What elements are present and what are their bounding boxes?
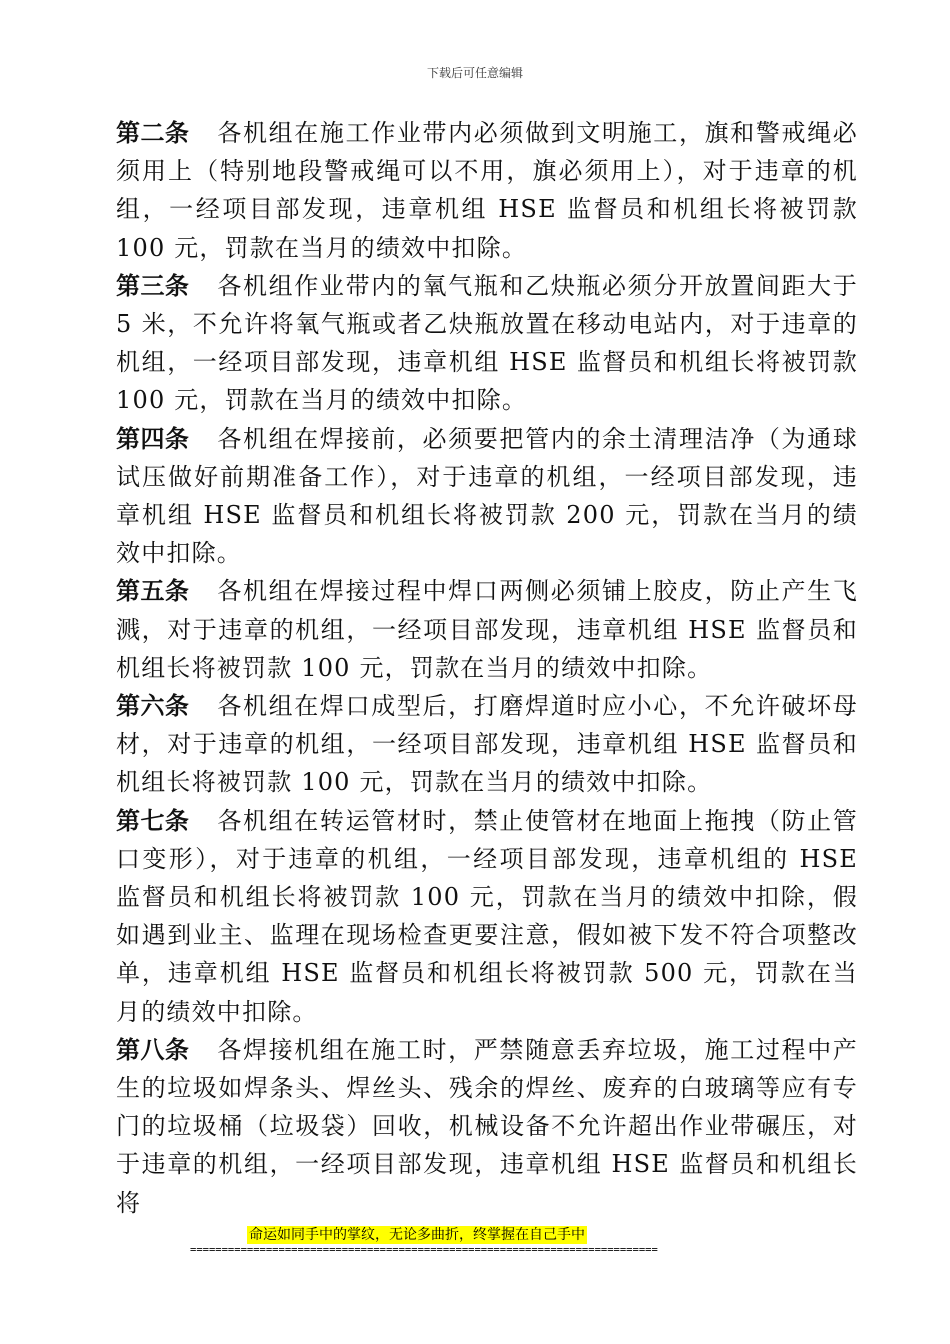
article-6 [116, 687, 858, 802]
article-4 [116, 420, 858, 573]
article-text: 各机组在焊接前，必须要把管内的余土清理洁净（为通球试压做好前期准备工作），对于违章的机组，一经项目部发现，违章机组 HSE 监督员和机组长将被罚款 200 元，罚款在当月的绩效中扣除。 [116, 424, 859, 568]
article-3 [116, 267, 858, 420]
document-body [116, 114, 858, 1222]
article-2 [116, 114, 858, 267]
article-number: 第五条 [116, 577, 190, 606]
article-number: 第六条 [116, 692, 190, 721]
footer-divider: ========================================================================== [190, 1244, 658, 1256]
article-text: 各机组在转运管材时，禁止使管材在地面上拖拽（防止管口变形），对于违章的机组，一经项目部发现，违章机组的 HSE 监督员和机组长将被罚款 100 元，罚款在当月的绩效中扣除，假如遇到业主、监理在现场检查更要注意，假如被下发不符合项整改单，违章机组 HSE 监督员和机组长将被罚款 500 元，罚款在当月的绩效中扣除。 [116, 806, 859, 1026]
article-7 [116, 802, 858, 1031]
article-text: 各焊接机组在施工时，严禁随意丢弃垃圾，施工过程中产生的垃圾如焊条头、焊丝头、残余的焊丝、废弃的白玻璃等应有专门的垃圾桶（垃圾袋）回收，机械设备不允许超出作业带碾压，对于违章的机组，一经项目部发现，违章机组 HSE 监督员和机组长将 [116, 1035, 859, 1217]
article-number: 第八条 [116, 1035, 190, 1064]
footer-motto: 命运如同手中的掌纹，无论多曲折，终掌握在自己手中 [249, 1227, 585, 1243]
article-text: 各机组在施工作业带内必须做到文明施工，旗和警戒绳必须用上（特别地段警戒绳可以不用，旗必须用上），对于违章的机组，一经项目部发现，违章机组 HSE 监督员和机组长将被罚款 100 元，罚款在当月的绩效中扣除。 [116, 119, 859, 262]
article-text: 各机组在焊接过程中焊口两侧必须铺上胶皮，防止产生飞溅，对于违章的机组，一经项目部发现，违章机组 HSE 监督员和机组长将被罚款 100 元，罚款在当月的绩效中扣除。 [116, 577, 859, 682]
article-number: 第七条 [116, 806, 190, 835]
article-8 [116, 1031, 858, 1222]
article-text: 各机组在焊口成型后，打磨焊道时应小心，不允许破坏母材，对于违章的机组，一经项目部发现，违章机组 HSE 监督员和机组长将被罚款 100 元，罚款在当月的绩效中扣除。 [116, 692, 859, 797]
article-text: 各机组作业带内的氧气瓶和乙炔瓶必须分开放置间距大于 5 米，不允许将氧气瓶或者乙炔瓶放置在移动电站内，对于违章的机组，一经项目部发现，违章机组 HSE 监督员和机组长将被罚款 100 元，罚款在当月的绩效中扣除。 [116, 271, 859, 415]
page-header: 下载后可任意编辑 [426, 66, 523, 80]
article-number: 第三条 [116, 271, 190, 300]
article-number: 第四条 [116, 424, 190, 453]
article-5 [116, 572, 858, 687]
article-number: 第二条 [116, 119, 190, 147]
